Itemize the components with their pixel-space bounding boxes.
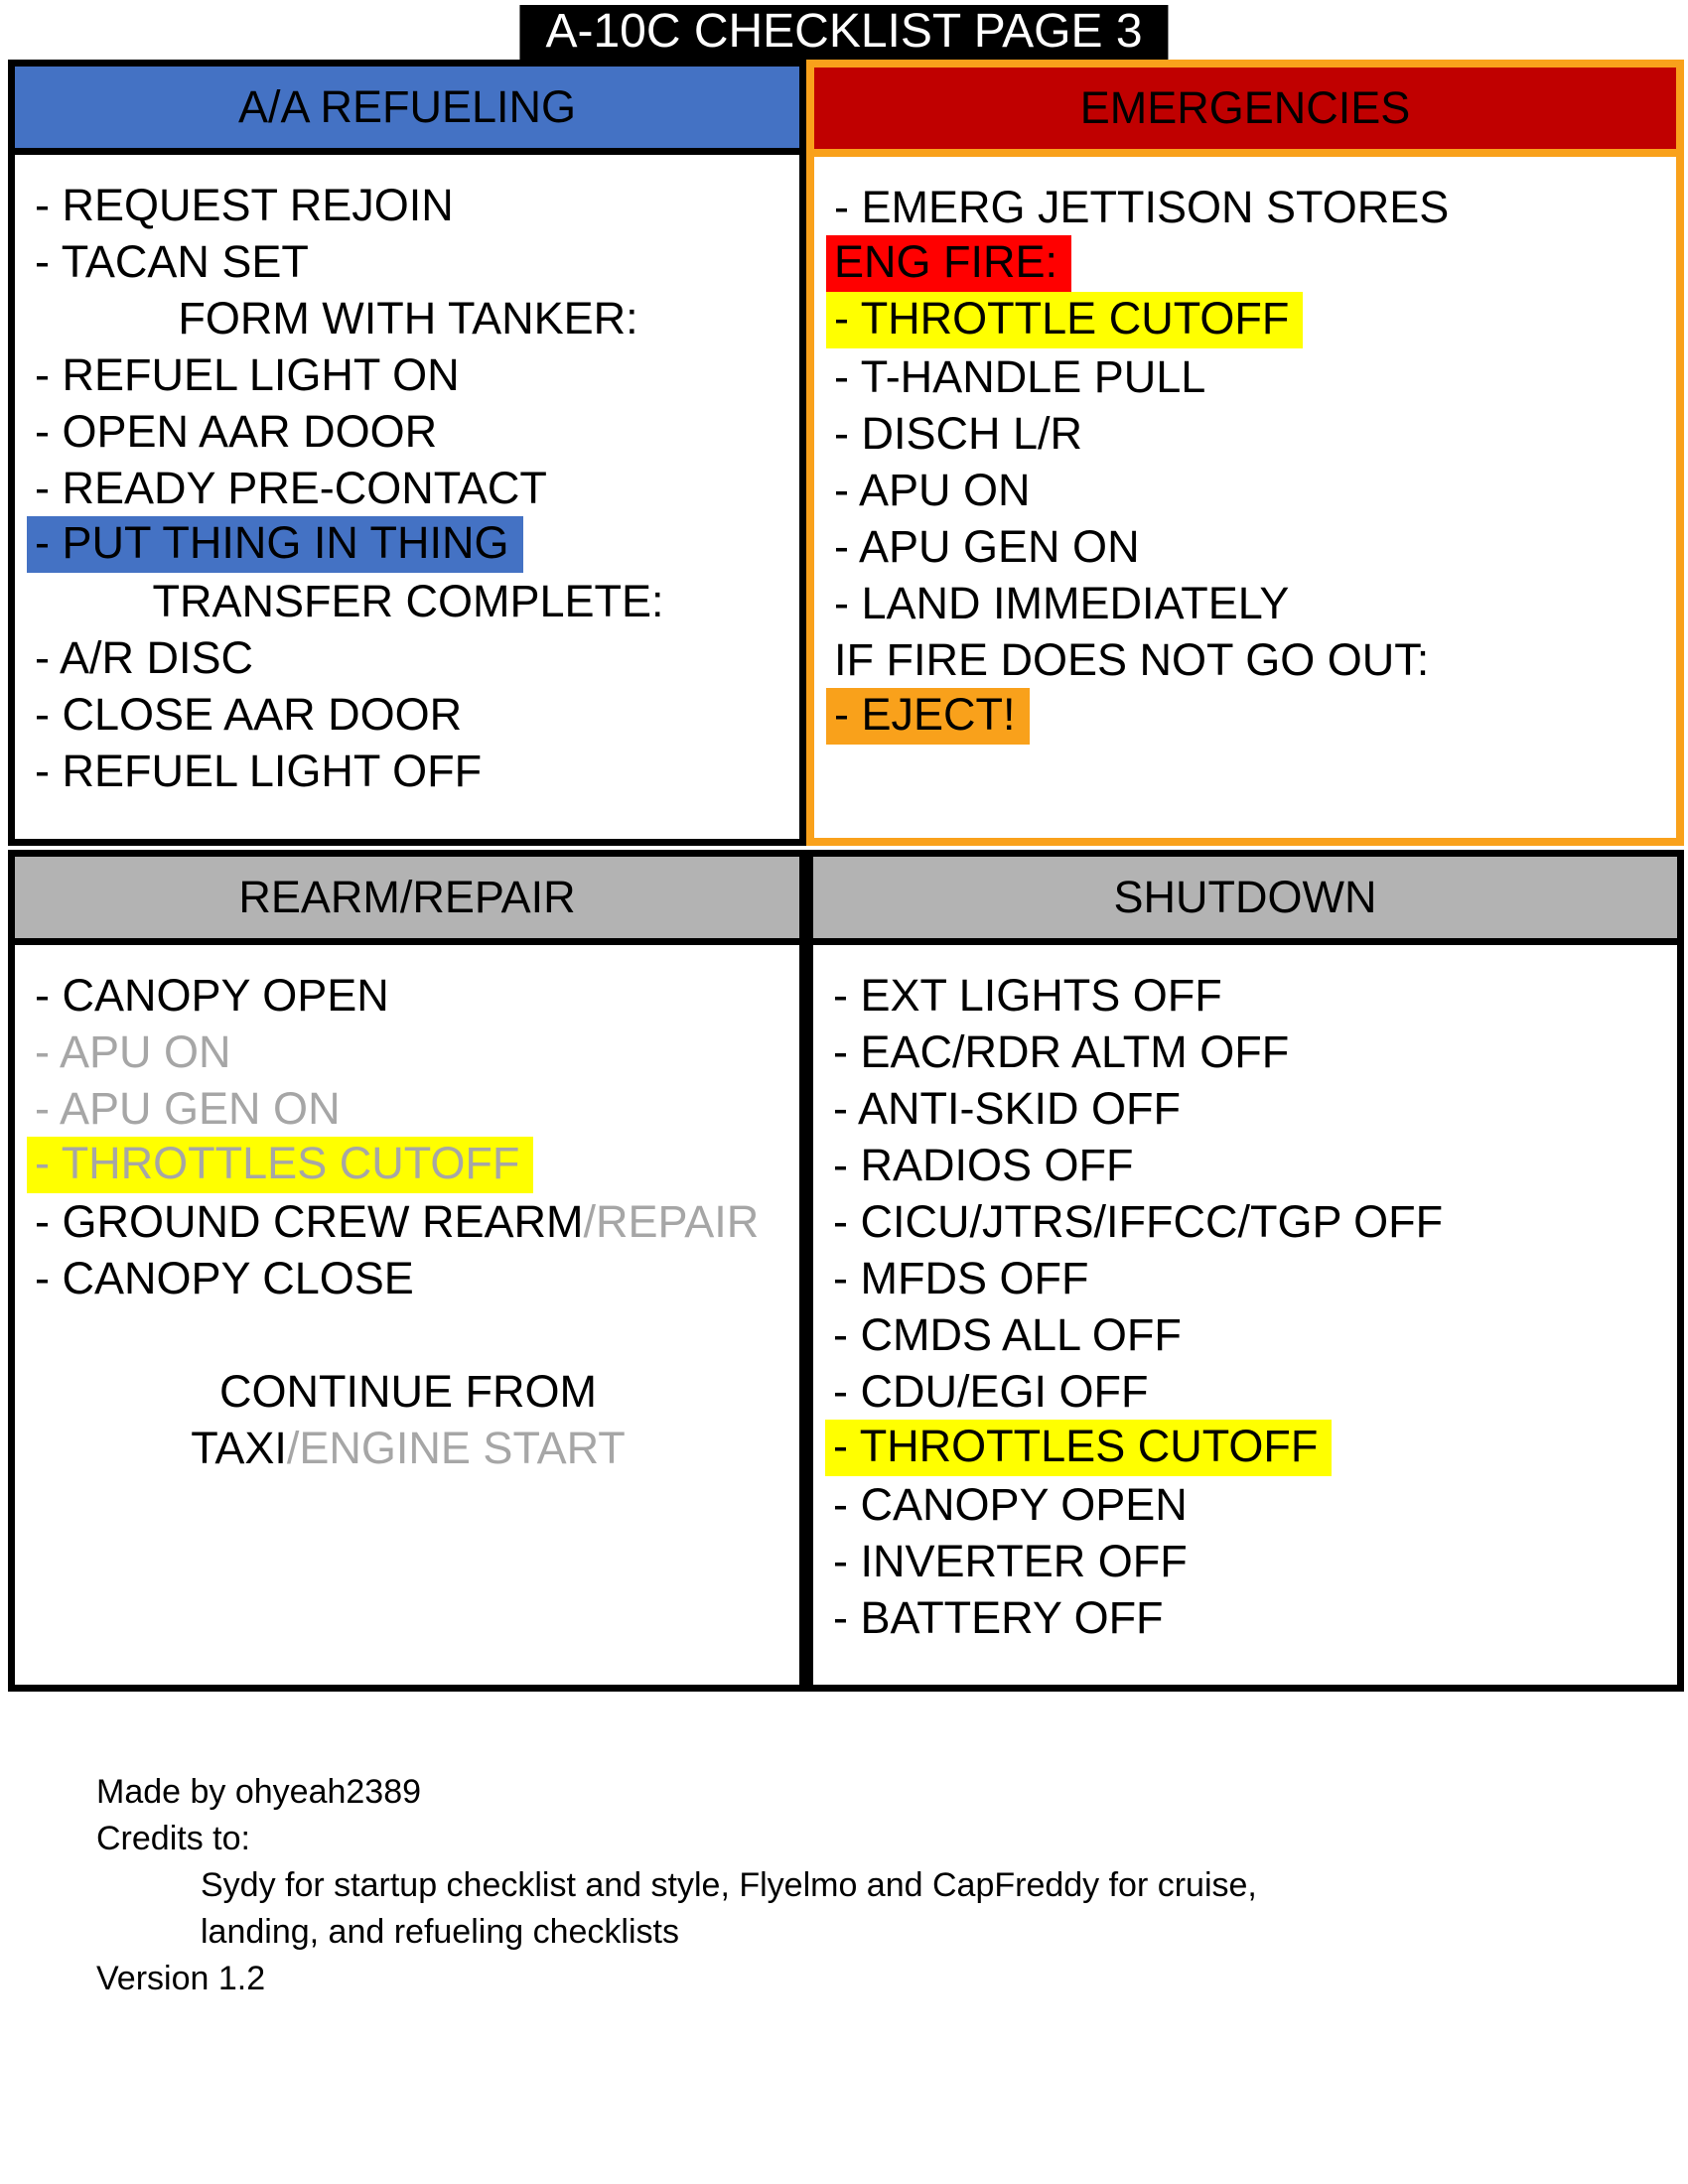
item-text: - APU GEN ON — [35, 1082, 341, 1134]
checklist-item — [35, 403, 781, 460]
checklist-item — [834, 348, 1658, 405]
checklist-item — [834, 631, 1658, 688]
item-text: - T-HANDLE PULL — [834, 350, 1206, 402]
checklist-item — [833, 1137, 1659, 1193]
checklist-item — [35, 1024, 781, 1080]
item-text: TRANSFER COMPLETE: — [152, 575, 664, 626]
item-text: TAXI/ENGINE START — [191, 1422, 626, 1473]
checklist-item — [35, 743, 781, 799]
panel-emergencies-header: EMERGENCIES — [814, 68, 1676, 157]
item-text: - CANOPY CLOSE — [35, 1252, 414, 1303]
item-text: - INVERTER OFF — [833, 1535, 1188, 1586]
checklist-item — [35, 1193, 781, 1250]
checklist-item — [834, 292, 1658, 348]
checklist-item — [834, 575, 1658, 631]
item-text: - TACAN SET — [35, 235, 309, 287]
item-text: - EXT LIGHTS OFF — [833, 969, 1222, 1021]
checklist-item — [834, 462, 1658, 518]
footer-line: Made by ohyeah2389 — [96, 1773, 422, 1811]
panel-shutdown — [806, 850, 1684, 1692]
item-text: - EJECT! — [826, 688, 1030, 745]
checklist-item — [35, 967, 781, 1024]
item-text: - READY PRE-CONTACT — [35, 462, 547, 513]
checklist-item — [834, 179, 1658, 235]
panel-emergencies-list — [814, 157, 1676, 745]
checklist-item — [833, 1080, 1659, 1137]
footer-line: Credits to: — [96, 1820, 250, 1857]
checklist-item — [833, 1250, 1659, 1306]
panel-emergencies — [806, 60, 1684, 846]
checklist-item — [833, 967, 1659, 1024]
checklist-item — [834, 235, 1658, 292]
footer-line: Sydy for startup checklist and style, Flyelmo and CapFreddy for cruise, — [201, 1866, 1257, 1904]
item-text: - CANOPY OPEN — [35, 969, 389, 1021]
credits-footer — [96, 1769, 1257, 2002]
item-text: - A/R DISC — [35, 631, 254, 683]
item-text: - MFDS OFF — [833, 1252, 1089, 1303]
checklist-item — [834, 405, 1658, 462]
item-text: - THROTTLES CUTOFF — [27, 1137, 533, 1193]
checklist-item — [35, 1250, 781, 1306]
panel-rearm-repair — [8, 850, 806, 1692]
panel-shutdown-header: SHUTDOWN — [813, 857, 1677, 945]
item-text: - REQUEST REJOIN — [35, 179, 454, 230]
item-text: ENG FIRE: — [826, 235, 1071, 292]
item-text: - REFUEL LIGHT OFF — [35, 745, 483, 796]
checklist-item — [834, 688, 1658, 745]
footer-line: Version 1.2 — [96, 1960, 266, 1997]
panel-rearm-repair-list — [15, 945, 799, 1476]
item-text: - CANOPY OPEN — [833, 1478, 1188, 1530]
item-text: - REFUEL LIGHT ON — [35, 348, 460, 400]
checklist-item — [35, 290, 781, 346]
item-text: CONTINUE FROM — [219, 1365, 597, 1417]
checklist-item — [35, 346, 781, 403]
checklist-item — [833, 1363, 1659, 1420]
panel-aa-refueling — [8, 60, 806, 846]
item-text: - EMERG JETTISON STORES — [834, 181, 1450, 232]
item-text: - LAND IMMEDIATELY — [834, 577, 1290, 628]
item-text: - APU GEN ON — [834, 520, 1140, 572]
panel-aa-refueling-list — [15, 155, 799, 799]
item-text: IF FIRE DOES NOT GO OUT: — [834, 633, 1430, 685]
item-text: - OPEN AAR DOOR — [35, 405, 438, 457]
item-text: FORM WITH TANKER: — [178, 292, 638, 343]
checklist-item — [833, 1420, 1659, 1476]
checklist-item — [35, 1137, 781, 1193]
checklist-item — [834, 518, 1658, 575]
checklist-item — [35, 460, 781, 516]
checklist-item — [833, 1476, 1659, 1533]
item-text: - PUT THING IN THING — [27, 516, 523, 573]
checklist-item — [35, 233, 781, 290]
checklist-item — [35, 177, 781, 233]
item-text: - BATTERY OFF — [833, 1591, 1164, 1643]
panel-rearm-repair-header: REARM/REPAIR — [15, 857, 799, 945]
checklist-item — [35, 1420, 781, 1476]
checklist-item — [35, 573, 781, 629]
item-text: - EAC/RDR ALTM OFF — [833, 1025, 1290, 1077]
checklist-item — [833, 1306, 1659, 1363]
item-text: - ANTI-SKID OFF — [833, 1082, 1182, 1134]
checklist-item — [833, 1024, 1659, 1080]
item-text: - APU ON — [834, 464, 1031, 515]
checklist-item — [35, 1080, 781, 1137]
checklist-item — [833, 1533, 1659, 1589]
item-text: - RADIOS OFF — [833, 1139, 1134, 1190]
checklist-item — [35, 1363, 781, 1420]
item-text: - APU ON — [35, 1025, 231, 1077]
checklist-item — [35, 686, 781, 743]
item-text: - THROTTLE CUTOFF — [826, 292, 1303, 348]
checklist-item — [35, 516, 781, 573]
item-text: - CDU/EGI OFF — [833, 1365, 1149, 1417]
panel-shutdown-list — [813, 945, 1677, 1646]
item-text: - DISCH L/R — [834, 407, 1083, 459]
footer-line: landing, and refueling checklists — [201, 1913, 679, 1951]
item-text: - CICU/JTRS/IFFCC/TGP OFF — [833, 1195, 1444, 1247]
checklist-item — [35, 629, 781, 686]
item-text: - GROUND CREW REARM/REPAIR — [35, 1195, 760, 1247]
checklist-item — [833, 1589, 1659, 1646]
panel-aa-refueling-header: A/A REFUELING — [15, 67, 799, 155]
page-title: A-10C CHECKLIST PAGE 3 — [519, 5, 1168, 62]
blank-line — [35, 1306, 781, 1363]
checklist-item — [833, 1193, 1659, 1250]
item-text: - CMDS ALL OFF — [833, 1308, 1182, 1360]
item-text: - CLOSE AAR DOOR — [35, 688, 463, 740]
item-text: - THROTTLES CUTOFF — [825, 1420, 1332, 1476]
